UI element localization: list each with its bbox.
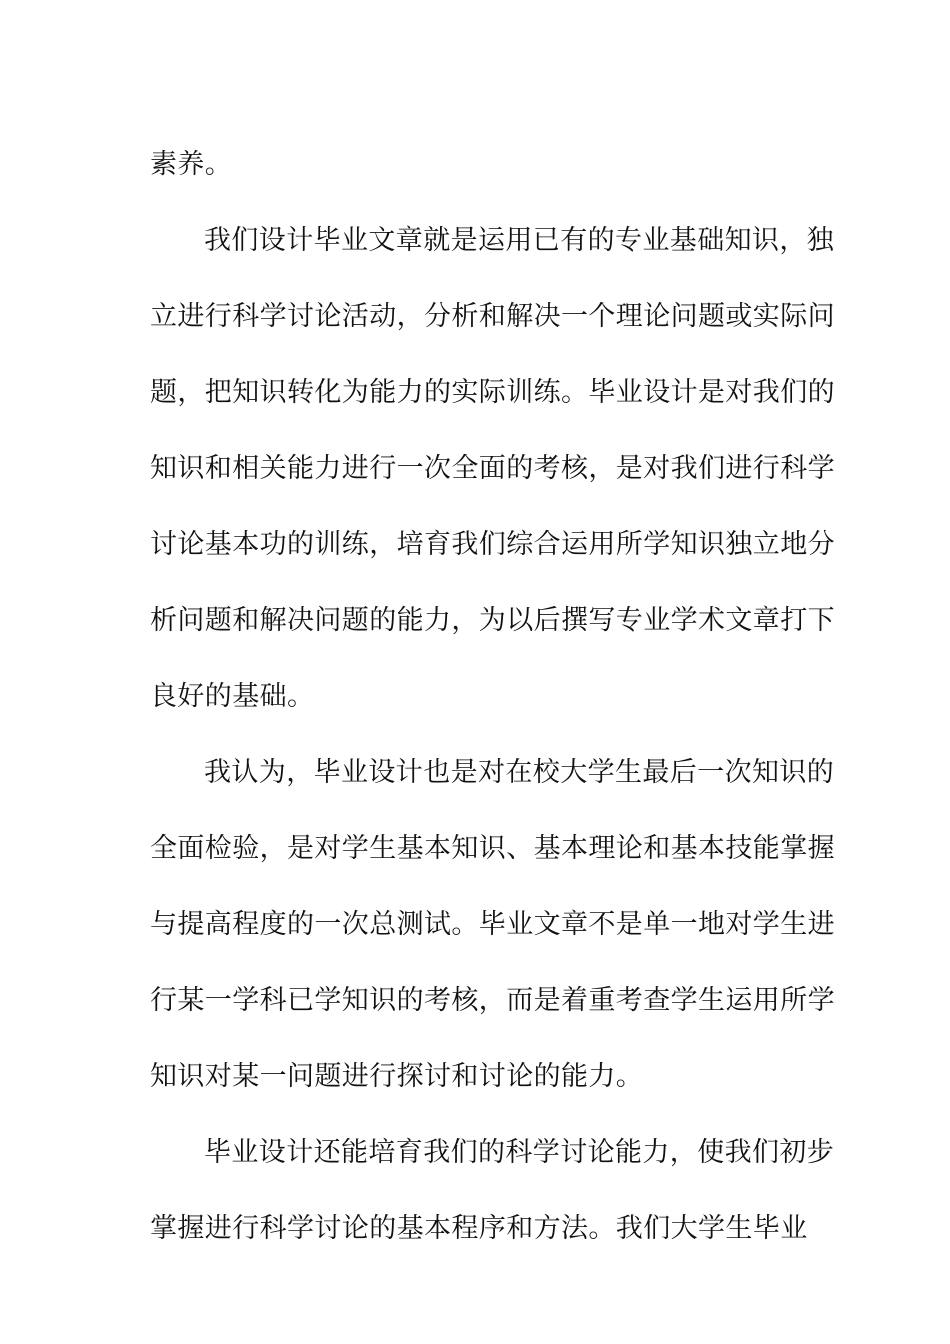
text-line: 掌握进行科学讨论的基本程序和方法。我们大学生毕业 — [150, 1213, 808, 1244]
text-line: 析问题和解决问题的能力，为以后撰写专业学术文章打下 — [150, 605, 835, 636]
paragraph-3 — [150, 735, 835, 1115]
text-line: 毕业设计还能培育我们的科学讨论能力，使我们初步 — [204, 1137, 835, 1168]
text-line: 全面检验，是对学生基本知识、基本理论和基本技能掌握 — [150, 833, 835, 864]
text-line: 我认为，毕业设计也是对在校大学生最后一次知识的 — [204, 757, 835, 788]
text-line: 知识和相关能力进行一次全面的考核，是对我们进行科学 — [150, 453, 835, 484]
text-line: 立进行科学讨论活动，分析和解决一个理论问题或实际问 — [150, 301, 835, 332]
text-line: 讨论基本功的训练，培育我们综合运用所学知识独立地分 — [150, 529, 835, 560]
text-line: 题，把知识转化为能力的实际训练。毕业设计是对我们的 — [150, 377, 835, 408]
paragraph-2 — [150, 203, 835, 735]
document-body — [150, 127, 835, 1267]
paragraph-1 — [150, 127, 792, 203]
text-line: 我们设计毕业文章就是运用已有的专业基础知识，独 — [204, 225, 835, 256]
paragraph-4 — [150, 1115, 835, 1267]
text-line: 与提高程度的一次总测试。毕业文章不是单一地对学生进 — [150, 909, 835, 940]
text-line: 行某一学科已学知识的考核，而是着重考查学生运用所学 — [150, 985, 835, 1016]
text-line: 素养。 — [150, 149, 233, 180]
text-line: 良好的基础。 — [150, 681, 315, 712]
text-line: 知识对某一问题进行探讨和讨论的能力。 — [150, 1061, 644, 1092]
